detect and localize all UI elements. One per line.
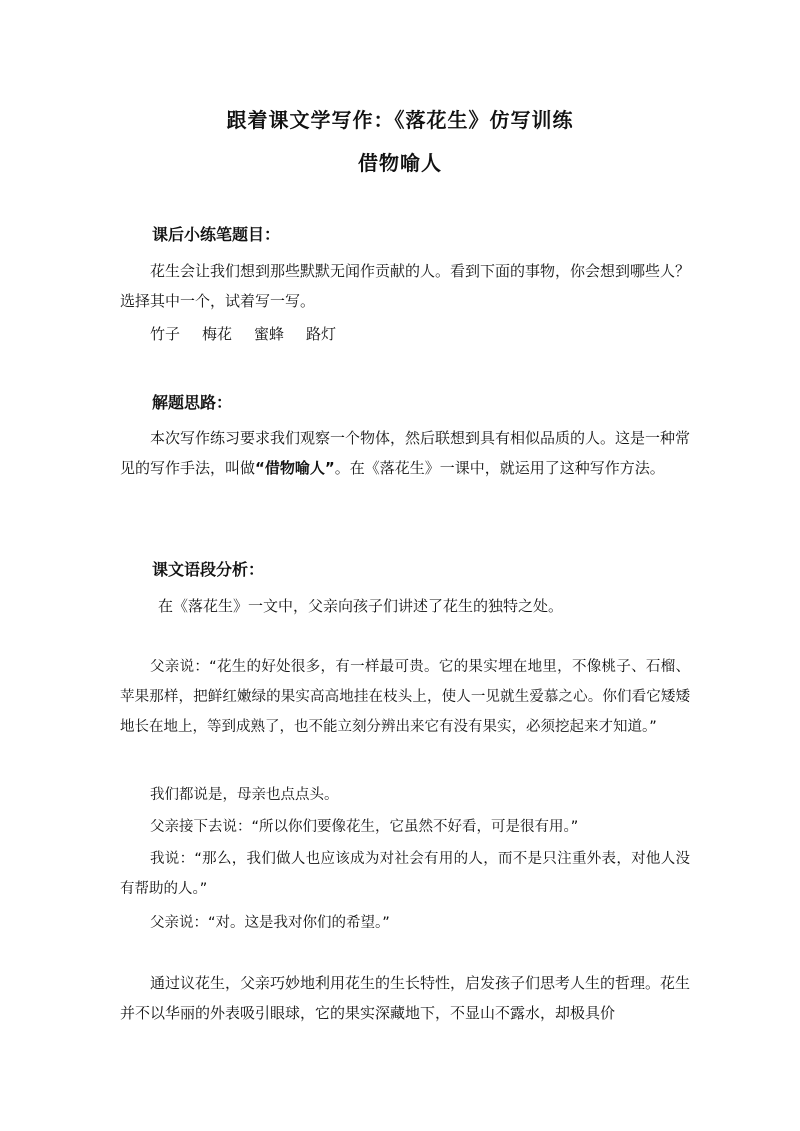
option-word: 梅花	[202, 325, 233, 343]
analysis-summary: 通过议花生，父亲巧妙地利用花生的生长特性，启发孩子们思考人生的哲理。花生并不以华丽的外表吸引眼球，它的果实深藏地下，不显山不露水，却极具价	[120, 974, 691, 1022]
approach-term: “借物喻人”	[255, 459, 335, 477]
quote-paragraph: 父亲接下去说：“所以你们要像花生，它虽然不好看，可是很有用。”	[150, 819, 579, 835]
approach-heading: 解题思路：	[152, 393, 233, 412]
analysis-intro: 在《落花生》一文中，父亲向孩子们讲述了花生的独特之处。	[158, 597, 564, 615]
quote-paragraph: 我说：“那么，我们做人也应该成为对社会有用的人，而不是只注重外表，对他人没有帮助的人。”	[120, 851, 690, 897]
exercise-heading: 课后小练笔题目：	[152, 225, 281, 244]
quote-paragraph: 我们都说是，母亲也点点头。	[150, 787, 339, 803]
analysis-heading: 课文语段分析：	[152, 560, 265, 579]
exercise-prompt: 花生会让我们想到那些默默无闻作贡献的人。看到下面的事物，你会想到哪些人？选择其中一个，试着写一写。	[120, 262, 691, 310]
approach-text-before: 本次写作练习要求我们观察一个物体，然后联想到具有相似品质的人。这是一种常见的写作手法，叫做	[120, 429, 691, 477]
option-word: 路灯	[306, 325, 337, 343]
option-word: 竹子	[150, 325, 181, 343]
page-title: 跟着课文学写作：《落花生》仿写训练	[226, 108, 574, 132]
exercise-options	[150, 323, 336, 344]
page-subtitle: 借物喻人	[358, 151, 442, 175]
approach-text-after: 。在《落花生》一课中，就运用了这种写作方法。	[334, 459, 665, 477]
quote-paragraph: 父亲说：“对。这是我对你们的希望。”	[150, 915, 390, 931]
option-word: 蜜蜂	[254, 325, 285, 343]
approach-text	[120, 423, 690, 483]
quote-paragraph: 父亲说：“花生的好处很多，有一样最可贵。它的果实埋在地里，不像桃子、石榴、苹果那样，把鲜红嫩绿的果实高高地挂在枝头上，使人一见就生爱慕之心。你们看它矮矮地长在地上，等到成熟了，也不能立刻分辨出来它有没有果实，必须挖起来才知道。”	[120, 659, 690, 735]
